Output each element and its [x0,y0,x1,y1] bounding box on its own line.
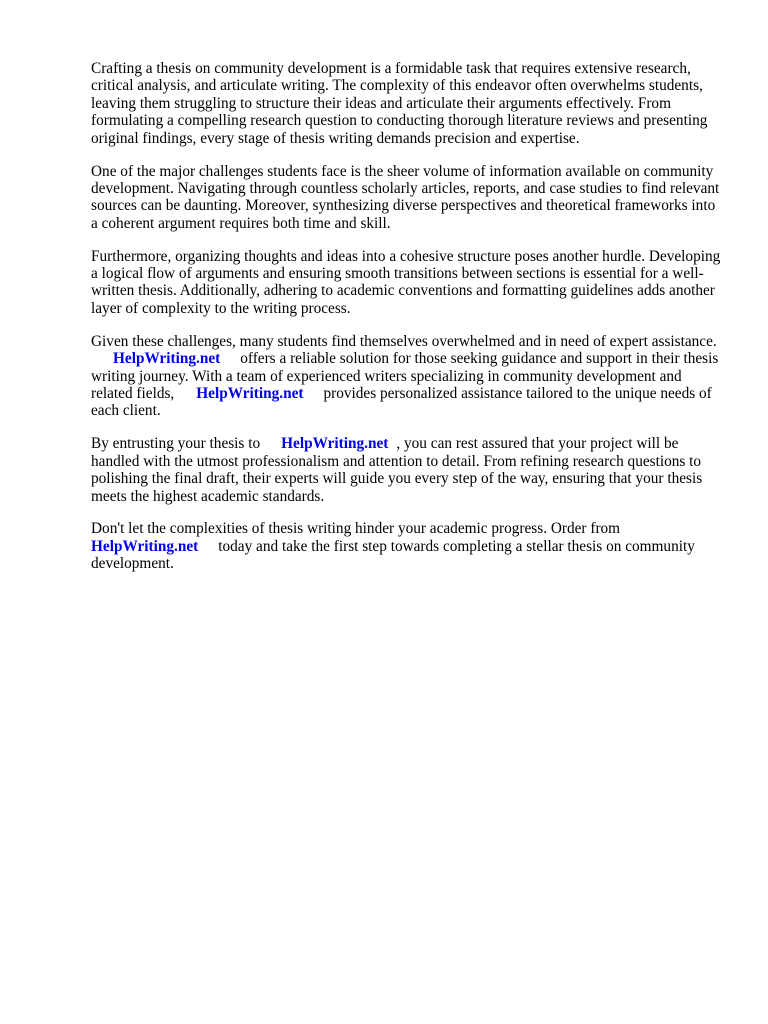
helpwriting-link[interactable]: HelpWriting.net [91,537,199,555]
paragraph-structure: Furthermore, organizing thoughts and ideas into a cohesive structure poses another hurdle. Developing a logical flow of arguments and ensuring smooth transitions between sections is essential for a well-written thesis. Additionally, adhering to academic conventions and formatting guidelines adds another layer of complexity to the writing process. [91,247,721,317]
paragraph-solution [91,333,721,420]
paragraph-challenges: One of the major challenges students face is the sheer volume of information available on community development. Navigating through countless scholarly articles, reports, and case studies to find relevant sources can be daunting. Moreover, synthesizing diverse perspectives and theoretical frameworks into a coherent argument requires both time and skill. [91,162,720,232]
paragraph-closing [91,520,721,572]
helpwriting-link[interactable]: HelpWriting.net [196,385,304,402]
helpwriting-link[interactable]: HelpWriting.net [281,435,389,453]
paragraph-entrusting [91,435,721,505]
paragraph-solution-text-1: Given these challenges, many students find themselves overwhelmed and in need of expert assistance. [91,332,717,350]
document-body [91,60,721,588]
paragraph-entrusting-text-2: , you can rest assured that your project will be handled with the utmost professionalism and attention to detail. From refining research questions to polishing the final draft, their experts will guide you every step of the way, ensuring that your thesis meets the highest academic standards. [91,435,703,505]
paragraph-intro: Crafting a thesis on community development is a formidable task that requires extensive research, critical analysis, and articulate writing. The complexity of this endeavor often overwhelms students, leaving them struggling to structure their ideas and articulate their arguments effectively. From formulating a compelling research question to conducting thorough literature reviews and presenting original findings, every stage of thesis writing demands precision and expertise. [91,60,708,147]
paragraph-closing-text-2: today and take the first step towards completing a stellar thesis on community development. [91,537,695,573]
paragraph-entrusting-text-1: By entrusting your thesis to [91,435,261,453]
helpwriting-link[interactable]: HelpWriting.net [113,350,221,368]
paragraph-solution-text-3: provides personalized assistance tailored to the unique needs of each client. [91,385,712,420]
paragraph-closing-text-1: Don't let the complexities of thesis writing hinder your academic progress. Order from [91,520,621,538]
paragraph-solution-text-2: offers a reliable solution for those seeking guidance and support in their thesis writing journey. With a team of experienced writers specializing in community development and related fields, [91,350,719,402]
